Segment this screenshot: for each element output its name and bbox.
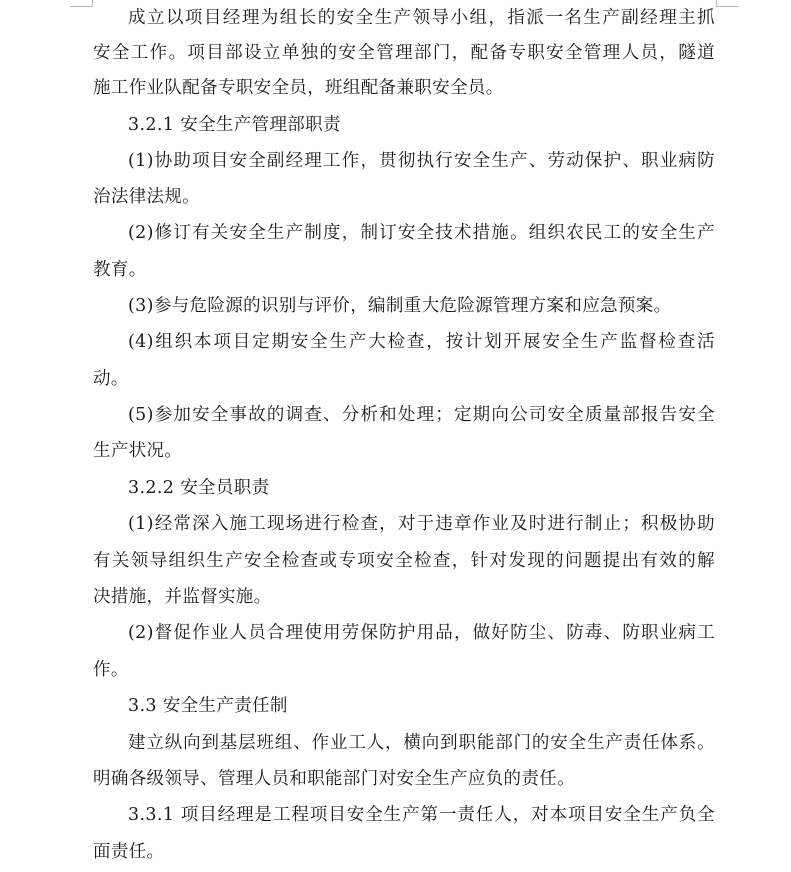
text-line: 面责任。 — [93, 842, 165, 862]
text-line: 生产状况。 — [93, 441, 183, 461]
text-line: (2)修订有关安全生产制度，制订安全技术措施。组织农民工的安全生产 — [128, 223, 715, 243]
text-line: 明确各级领导、管理人员和职能部门对安全生产应负的责任。 — [93, 769, 575, 789]
text-line: 成立以项目经理为组长的安全生产领导小组，指派一名生产副经理主抓 — [128, 8, 715, 28]
text-line: 有关领导组织生产安全检查或专项安全检查，针对发现的问题提出有效的解 — [93, 551, 715, 571]
text-line: 3.3.1 项目经理是工程项目安全生产第一责任人，对本项目安全生产负全 — [128, 805, 715, 825]
text-line: (5)参加安全事故的调查、分析和处理；定期向公司安全质量部报告安全 — [128, 405, 715, 425]
text-line: 3.2.2 安全员职责 — [128, 478, 270, 498]
text-line: (1)协助项目安全副经理工作，贯彻执行安全生产、劳动保护、职业病防 — [128, 151, 715, 171]
text-line: 作。 — [93, 660, 129, 680]
text-line: 教育。 — [93, 260, 147, 280]
text-line: (3)参与危险源的识别与评价，编制重大危险源管理方案和应急预案。 — [128, 296, 672, 316]
text-line: (4)组织本项目定期安全生产大检查，按计划开展安全生产监督检查活 — [128, 332, 715, 352]
text-line: 动。 — [93, 369, 129, 389]
text-line: 3.3 安全生产责任制 — [128, 696, 288, 716]
text-line: (2)督促作业人员合理使用劳保防护用品，做好防尘、防毒、防职业病工 — [128, 623, 715, 643]
text-line: (1)经常深入施工现场进行检查，对于违章作业及时进行制止；积极协助 — [128, 514, 715, 534]
text-line: 3.2.1 安全生产管理部职责 — [128, 115, 341, 135]
page-corner-mark-right — [716, 0, 739, 7]
text-line: 建立纵向到基层班组、作业工人，横向到职能部门的安全生产责任体系。 — [128, 733, 715, 753]
text-line: 安全工作。项目部设立单独的安全管理部门，配备专职安全管理人员，隧道 — [93, 43, 715, 63]
page-corner-mark-left — [70, 0, 93, 7]
text-line: 施工作业队配备专职安全员，班组配备兼职安全员。 — [93, 78, 504, 98]
text-line: 治法律法规。 — [93, 187, 201, 207]
text-line: 决措施，并监督实施。 — [93, 587, 272, 607]
